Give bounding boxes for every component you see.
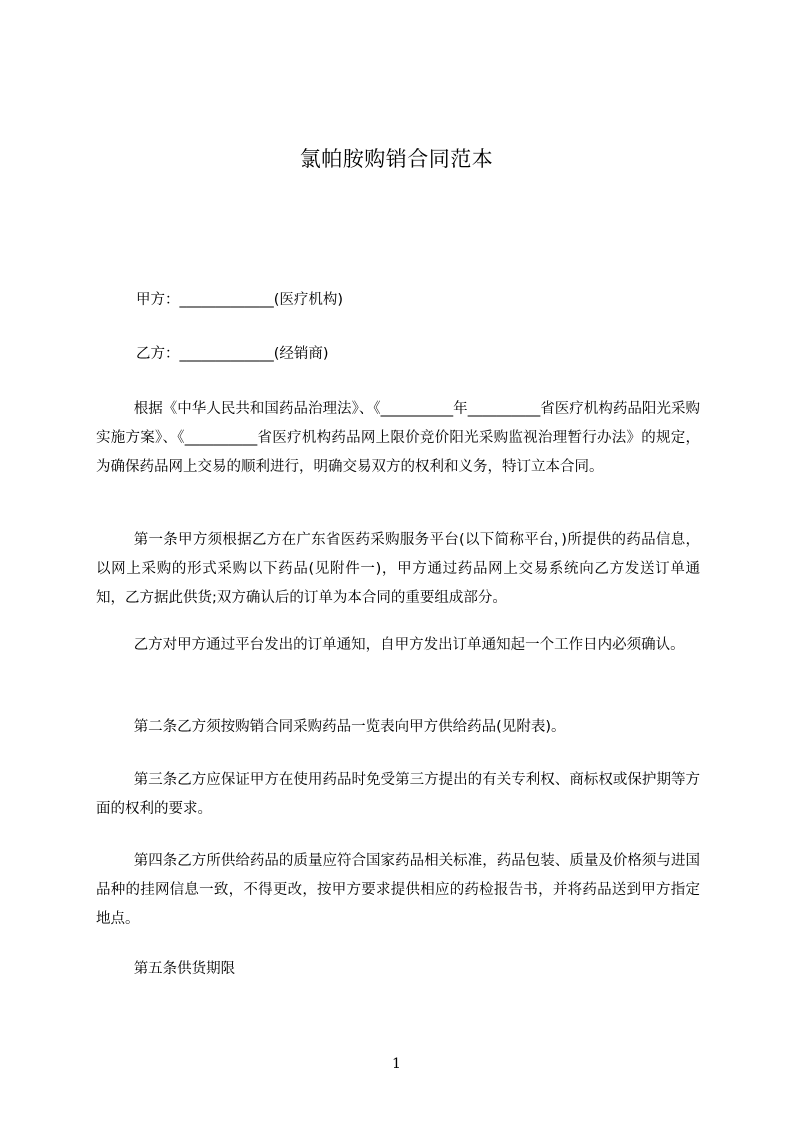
article-1-note-paragraph: 乙方对甲方通过平台发出的订单通知，自甲方发出订单通知起一个工作日内必须确认。 bbox=[133, 637, 685, 653]
party-a-line: 甲方：_____________(医疗机构) bbox=[136, 292, 344, 308]
article-3-paragraph: 第三条乙方应保证甲方在使用药品时免受第三方提出的有关专利权、商标权或保护期等方面的权利的要求。 bbox=[96, 772, 700, 817]
article-2-paragraph: 第二条乙方须按购销合同采购药品一览表向甲方供给药品(见附表)。 bbox=[133, 719, 566, 735]
article-1-paragraph: 第一条甲方须根据乙方在广东省医药采购服务平台(以下简称平台，)所提供的药品信息，以网上采购的形式采购以下药品(见附件一)，甲方通过药品网上交易系统向乙方发送订单通知，乙方据此供货;双方确认后的订单为本合同的重要组成部分。 bbox=[96, 532, 700, 606]
article-5-heading: 第五条供货期限 bbox=[133, 961, 236, 977]
document-title: 氯帕胺购销合同范本 bbox=[299, 147, 494, 171]
party-b-line: 乙方：_____________(经销商) bbox=[136, 346, 329, 362]
page-number: 1 bbox=[392, 1056, 401, 1072]
preamble-paragraph: 根据《中华人民共和国药品治理法》、《__________年__________省医疗机构药品阳光采购实施方案》、《__________省医疗机构药品网上限价竞价阳光采购监视治理暂行办法》的规定，为确保药品网上交易的顺利进行，明确交易双方的权利和义务，特订立本合同。 bbox=[96, 401, 700, 475]
article-4-paragraph: 第四条乙方所供给药品的质量应符合国家药品相关标准，药品包装、质量及价格须与进国品种的挂网信息一致，不得更改，按甲方要求提供相应的药检报告书，并将药品送到甲方指定地点。 bbox=[96, 853, 700, 927]
